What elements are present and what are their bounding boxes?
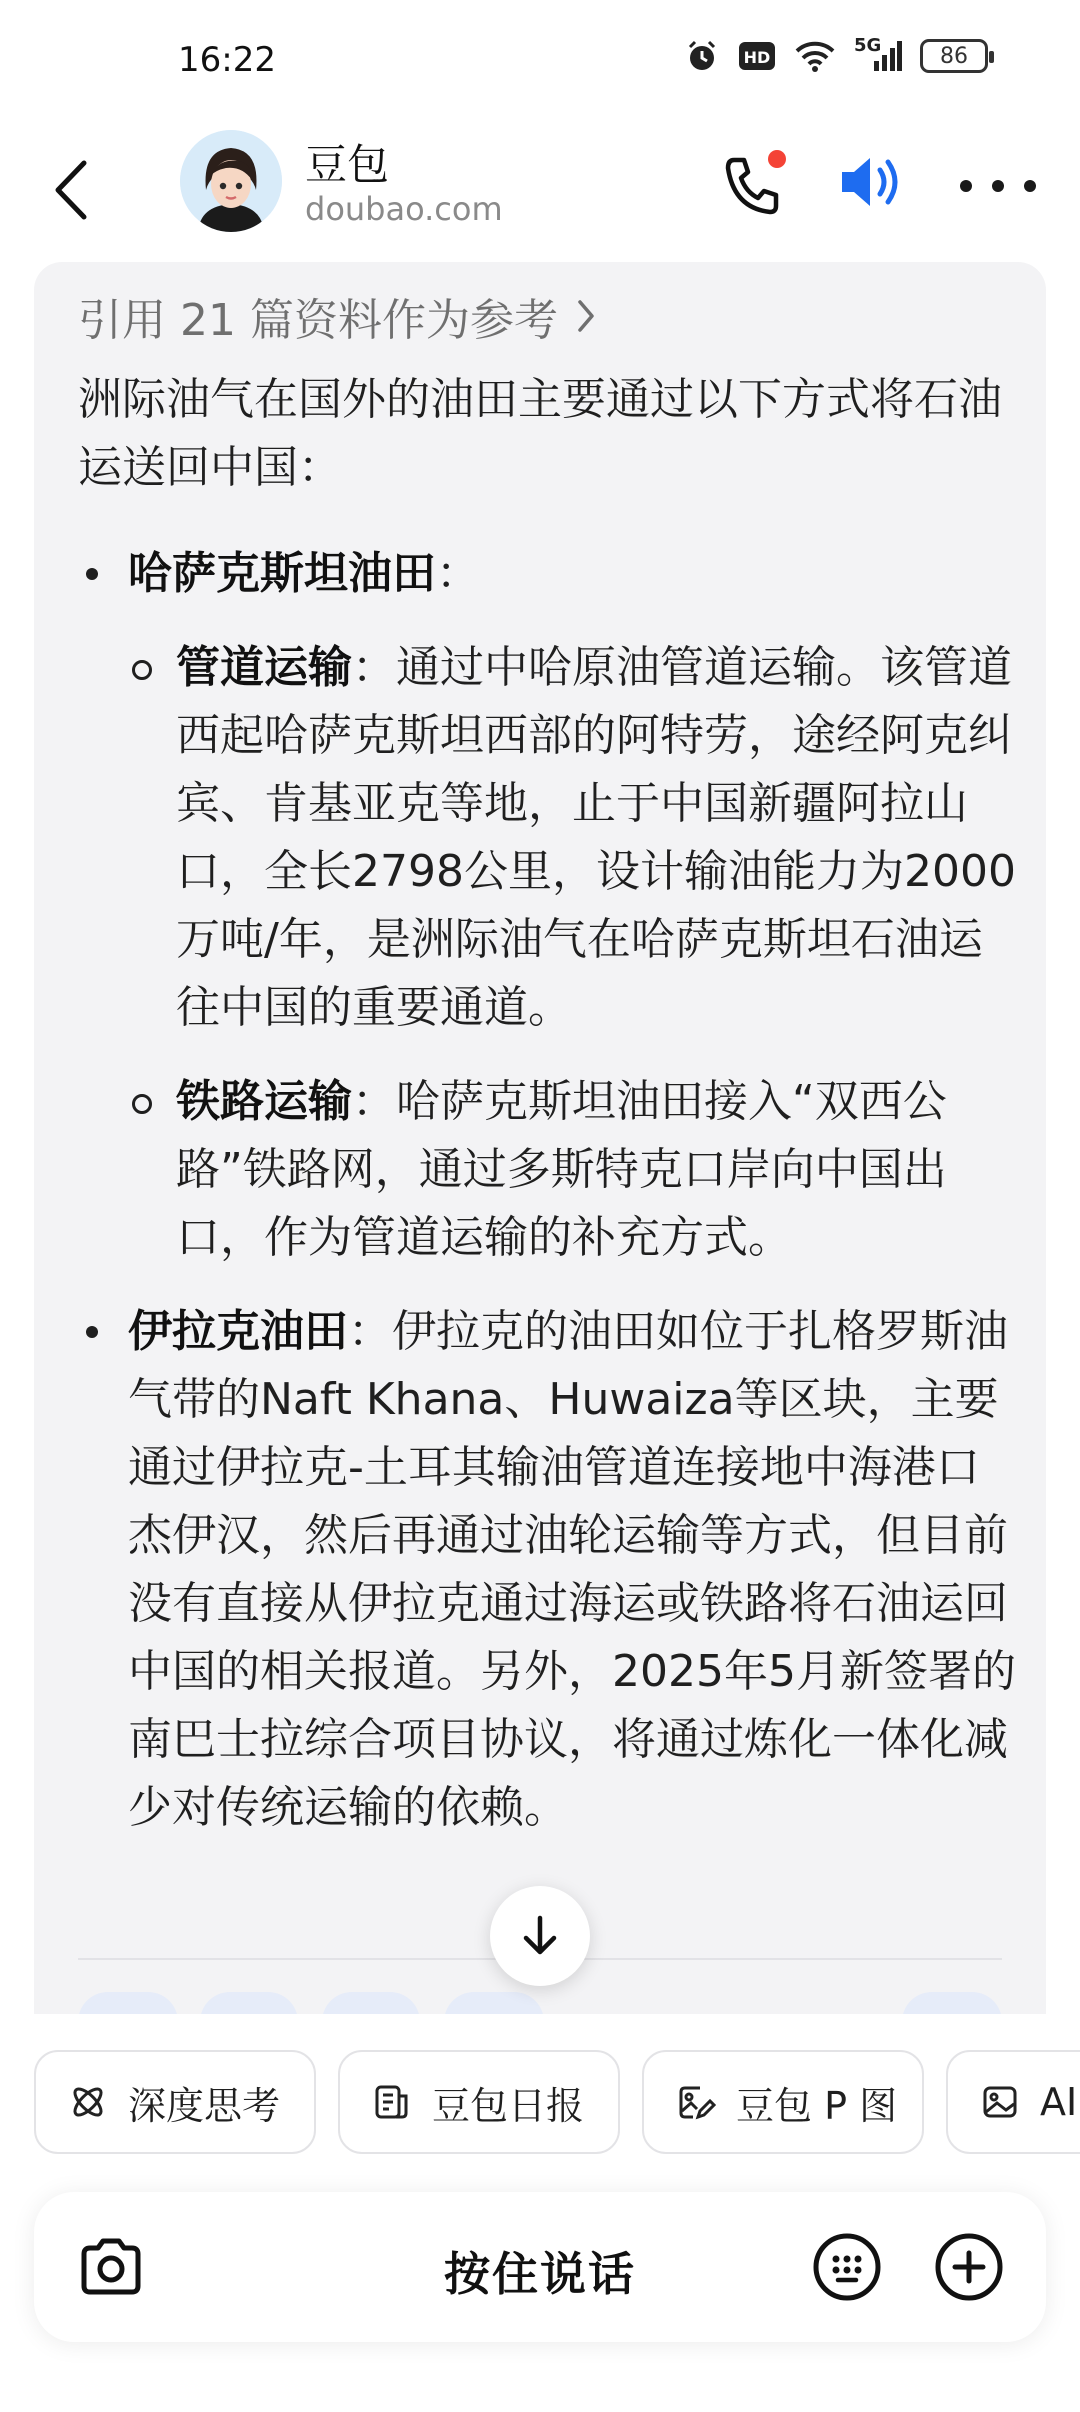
battery-icon xyxy=(920,39,988,73)
item-title: 管道运输 xyxy=(176,642,352,693)
item-title: 铁路运输 xyxy=(176,1076,352,1127)
sub-list-item xyxy=(78,634,1018,1042)
network-type: 5G xyxy=(854,35,882,56)
reference-link[interactable] xyxy=(78,284,596,348)
chat-header xyxy=(0,120,1080,260)
chip-ai-image[interactable] xyxy=(946,2050,1080,2154)
svg-text:HD: HD xyxy=(743,48,771,67)
chip-label: 深度思考 xyxy=(128,2083,281,2128)
section-title: 伊拉克油田 xyxy=(128,1306,348,1357)
suggestion-pill[interactable] xyxy=(444,1992,544,2014)
reference-label: 引用 21 篇资料作为参考 xyxy=(78,295,558,346)
hold-to-talk-button[interactable]: 按住说话 xyxy=(444,2247,636,2301)
back-button[interactable] xyxy=(40,148,104,232)
more-options-button[interactable] xyxy=(960,160,1036,212)
more-dot xyxy=(1024,180,1036,192)
list-item xyxy=(78,540,1018,608)
sub-list-item xyxy=(78,1068,1018,1272)
chat-subtitle: doubao.com xyxy=(305,190,503,228)
chip-label: AI xyxy=(1040,2080,1078,2124)
section-text: ：伊拉克的油田如位于扎格罗斯油气带的Naft Khana、Huwaiza等区块，主要通过伊拉克-土耳其输油管道连接地中海港口杰伊汉，然后再通过油轮运输等方式，但目前没有直接从伊拉克通过海运或铁路将石油运回中国的相关报道。另外，2025年5月新签署的南巴士拉综合项目协议，将通过炼化一体化减少对传统运输的依赖。 xyxy=(128,1306,1016,1833)
feature-chips xyxy=(34,2050,1080,2156)
item-text: ：通过中哈原油管道运输。该管道西起哈萨克斯坦西部的阿特劳，途经阿克纠宾、肯基亚克等地，止于中国新疆阿拉山口，全长2798公里，设计输油能力为2000万吨/年，是洲际油气在哈萨克斯坦石油运往中国的重要通道。 xyxy=(176,642,1016,1033)
chip-daily[interactable] xyxy=(338,2050,620,2154)
plus-circle-icon xyxy=(932,2230,1006,2304)
speaker-button[interactable] xyxy=(836,150,912,220)
message-intro: 洲际油气在国外的油田主要通过以下方式将石油运送回中国： xyxy=(78,374,1002,493)
more-dot xyxy=(960,180,972,192)
add-button[interactable] xyxy=(932,2230,1006,2304)
hd-icon xyxy=(738,40,776,72)
section-suffix: ： xyxy=(436,548,480,599)
message-body xyxy=(78,366,1018,1868)
wifi-icon xyxy=(794,39,836,73)
notification-dot xyxy=(768,150,786,168)
chevron-left-icon xyxy=(52,159,92,221)
call-button[interactable] xyxy=(720,150,790,220)
assistant-message-card xyxy=(34,262,1046,2014)
newspaper-icon xyxy=(372,2082,412,2122)
suggestion-pill[interactable] xyxy=(200,1992,298,2014)
speaker-icon xyxy=(836,150,906,214)
suggestion-pill[interactable] xyxy=(78,1992,178,2014)
image-edit-icon xyxy=(676,2082,716,2122)
suggestion-pill[interactable] xyxy=(902,1992,1002,2014)
section-title: 哈萨克斯坦油田 xyxy=(128,548,436,599)
chat-title: 豆包 xyxy=(305,140,390,189)
signal-icon xyxy=(854,35,902,73)
status-icons xyxy=(684,35,988,74)
status-bar xyxy=(0,0,1080,120)
chip-photo-edit[interactable] xyxy=(642,2050,924,2154)
arrow-down-icon xyxy=(520,1914,560,1958)
image-icon xyxy=(980,2082,1020,2122)
list-item xyxy=(78,1298,1018,1842)
avatar-portrait-icon xyxy=(180,130,282,232)
input-bar xyxy=(34,2192,1046,2342)
chip-label: 豆包 P 图 xyxy=(736,2083,898,2128)
chevron-right-icon xyxy=(576,298,596,334)
battery-level: 86 xyxy=(940,43,968,69)
more-dot xyxy=(992,180,1004,192)
atom-icon xyxy=(68,2082,108,2122)
chip-label: 豆包日报 xyxy=(432,2083,585,2128)
keyboard-icon xyxy=(810,2230,884,2304)
chip-deep-think[interactable] xyxy=(34,2050,316,2154)
status-time: 16:22 xyxy=(178,40,276,80)
scroll-to-bottom-button[interactable] xyxy=(490,1886,590,1986)
suggestion-pill[interactable] xyxy=(322,1992,420,2014)
item-text: ：哈萨克斯坦油田接入“双西公路”铁路网，通过多斯特克口岸向中国出口，作为管道运输的补充方式。 xyxy=(176,1076,947,1263)
avatar[interactable] xyxy=(180,130,282,232)
keyboard-button[interactable] xyxy=(810,2230,884,2304)
alarm-icon xyxy=(684,38,720,74)
